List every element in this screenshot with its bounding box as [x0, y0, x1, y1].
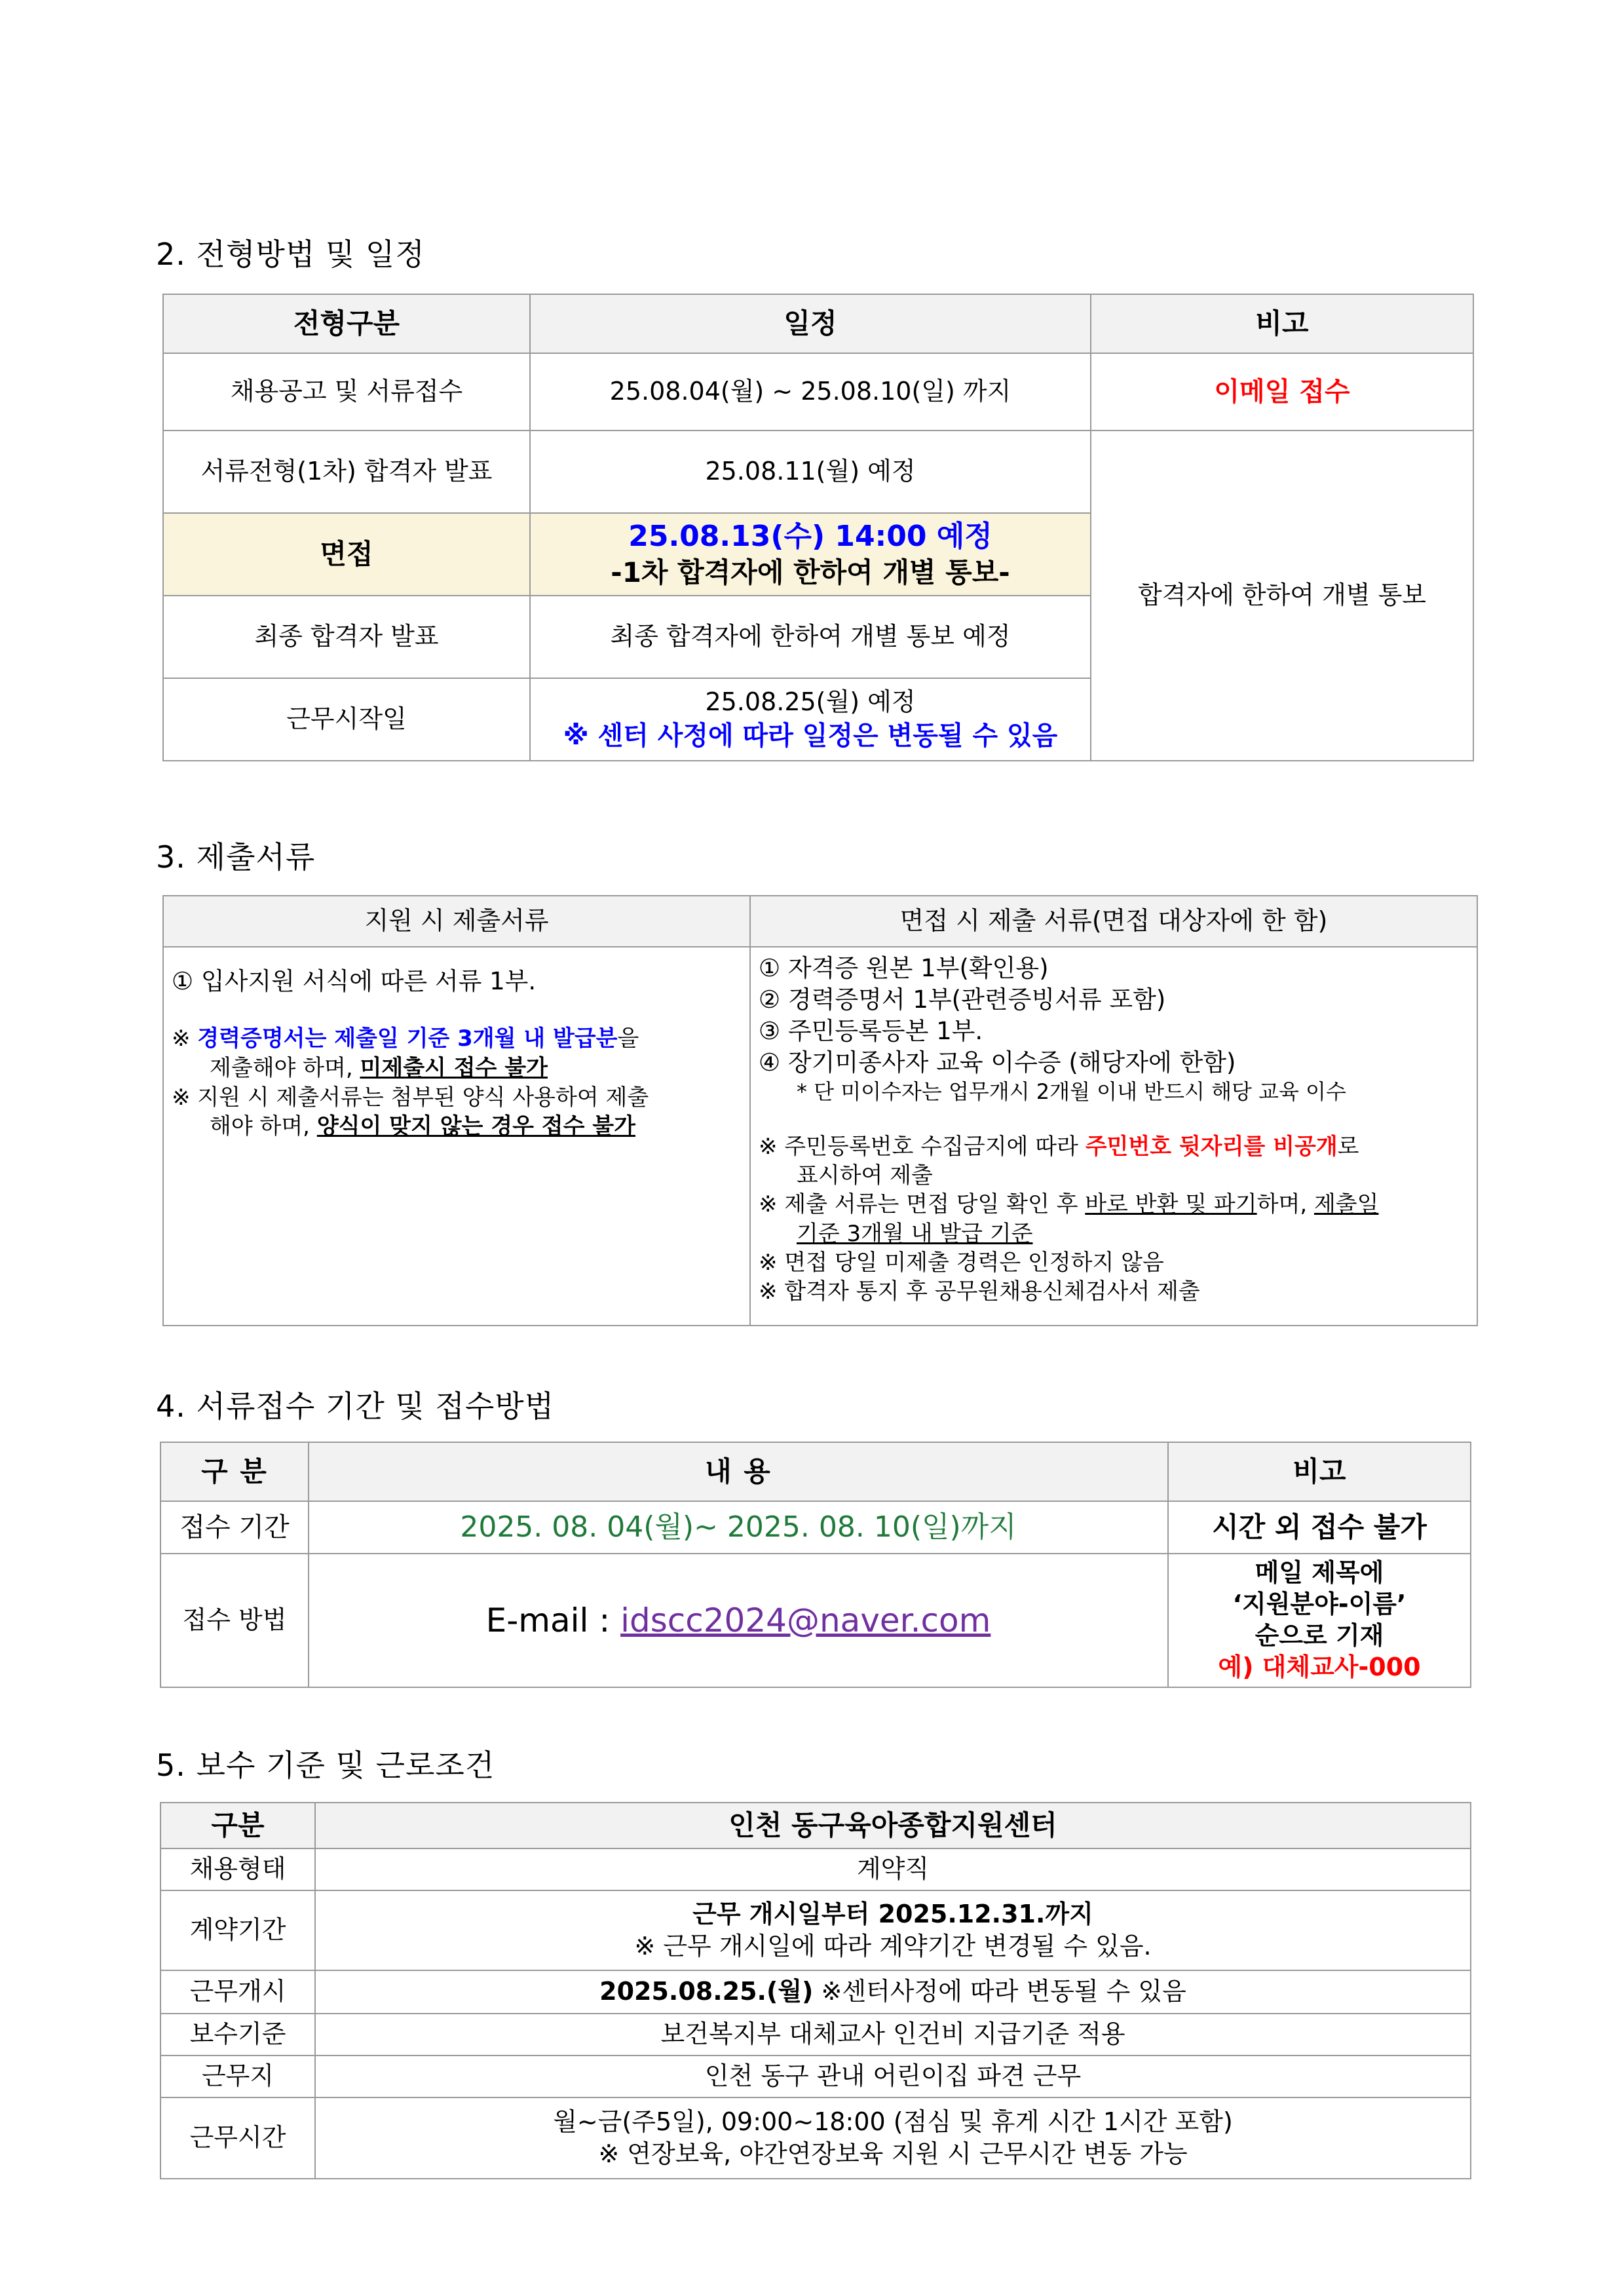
interview-note-3: ※ 면접 당일 미제출 경력은 인정하지 않음: [759, 1249, 1164, 1276]
email-prefix: E-mail :: [485, 1601, 621, 1639]
section-3-title: 3. 제출서류: [156, 839, 316, 875]
section-2-title: 2. 전형방법 및 일정: [156, 237, 425, 272]
interview-item-4: ④ 장기미종사자 교육 이수증 (해당자에 한함): [759, 1048, 1236, 1077]
header-category: 구 분: [161, 1442, 309, 1501]
period-label: 접수 기간: [161, 1501, 309, 1554]
row-value: [315, 1970, 1471, 2014]
header-interview-docs: 면접 시 제출 서류(면접 대상자에 한 함): [750, 896, 1477, 947]
header-schedule: 일정: [530, 294, 1091, 353]
start-date-bold: 2025.08.25.(월): [599, 1977, 814, 2006]
note-text: 해야 하며,: [210, 1113, 317, 1140]
note-blue: 경력증명서는 제출일 기준 3개월 내 발급분: [197, 1025, 618, 1052]
header-kind: 전형구분: [163, 294, 530, 353]
header-label: 구분: [161, 1803, 315, 1848]
note-red: 주민번호 뒷자리를 비공개: [1085, 1133, 1338, 1160]
interview-item-1: ① 자격증 원본 1부(확인용): [759, 954, 1049, 982]
email-link[interactable]: idscc2024@naver.com: [620, 1601, 991, 1639]
apply-item-1: ① 입사지원 서식에 따른 서류 1부.: [172, 967, 537, 995]
contract-period: 근무 개시일부터 2025.12.31.까지: [692, 1899, 1093, 1928]
row-label: 근무지: [161, 2056, 315, 2097]
merged-note: 합격자에 한하여 개별 통보: [1091, 430, 1473, 761]
section-5-title: 5. 보수 기준 및 근로조건: [156, 1748, 495, 1783]
header-content: 내 용: [309, 1442, 1168, 1501]
row-value: [315, 1890, 1471, 1970]
row-label: 채용형태: [161, 1848, 315, 1890]
conditions-table: [160, 1802, 1471, 2179]
apply-note-2: ※ 지원 시 제출서류는 첨부된 양식 사용하여 제출: [172, 1084, 649, 1111]
row-kind-interview: 면접: [163, 513, 530, 596]
start-date-note: ※ 센터 사정에 따라 일정은 변동될 수 있음: [563, 720, 1058, 751]
method-label: 접수 방법: [161, 1554, 309, 1687]
interview-date: 25.08.13(수) 14:00 예정: [628, 520, 992, 554]
period-note: 시간 외 접수 불가: [1168, 1501, 1471, 1554]
interview-item-2: ② 경력증명서 1부(관련증빙서류 포함): [759, 985, 1166, 1014]
row-label: 계약기간: [161, 1890, 315, 1970]
period-value: 2025. 08. 04(월)~ 2025. 08. 10(일)까지: [309, 1501, 1168, 1554]
note-underlined: 미제출시 접수 불가: [360, 1054, 548, 1081]
note-text: 로: [1337, 1133, 1359, 1160]
interview-item-4-sub: * 단 미이수자는 업무개시 2개월 이내 반드시 해당 교육 이수: [797, 1079, 1346, 1105]
row-value: [315, 2097, 1471, 2179]
row-value: 보건복지부 대체교사 인건비 지급기준 적용: [315, 2014, 1471, 2056]
note-text: 하며,: [1256, 1191, 1314, 1218]
apply-note-1-line2: [172, 1054, 742, 1083]
row-label: 근무개시: [161, 1970, 315, 2014]
note-rest: 을: [617, 1025, 639, 1052]
header-center: 인천 동구육아종합지원센터: [315, 1803, 1471, 1848]
interview-note-1-line2: 표시하여 제출: [797, 1162, 933, 1189]
interview-notice: -1차 합격자에 한하여 개별 통보-: [611, 556, 1010, 589]
method-note-1: 메일 제목에: [1255, 1558, 1384, 1588]
start-date: 25.08.25(월) 예정: [705, 687, 916, 717]
row-schedule: 최종 합격자에 한하여 개별 통보 예정: [530, 596, 1091, 678]
apply-note-1: [172, 1024, 742, 1054]
spacer: [759, 1106, 1469, 1132]
start-date-note: ※센터사정에 따라 변동될 수 있음: [813, 1977, 1186, 2006]
row-kind: 근무시작일: [163, 678, 530, 761]
method-note-2: ‘지원분야-이름’: [1232, 1590, 1407, 1619]
note-mark: ※: [172, 1025, 198, 1052]
note-text: ※ 주민등록번호 수집금지에 따라: [759, 1133, 1086, 1160]
row-schedule: 25.08.04(월) ~ 25.08.10(일) 까지: [530, 353, 1091, 430]
note-text: 제출해야 하며,: [210, 1054, 360, 1081]
row-kind: 서류전형(1차) 합격자 발표: [163, 430, 530, 513]
note-underlined: 양식이 맞지 않는 경우 접수 불가: [316, 1113, 635, 1140]
interview-note-2-line2: 기준 3개월 내 발급 기준: [797, 1220, 1033, 1247]
header-note: 비고: [1091, 294, 1473, 353]
row-label: 근무시간: [161, 2097, 315, 2179]
row-label: 보수기준: [161, 2014, 315, 2056]
row-value: 계약직: [315, 1848, 1471, 1890]
contract-period-note: ※ 근무 개시일에 따라 계약기간 변경될 수 있음.: [634, 1932, 1152, 1961]
method-note: [1168, 1554, 1471, 1687]
header-apply-docs: 지원 시 제출서류: [163, 896, 750, 947]
interview-note-1: [759, 1132, 1469, 1161]
row-kind: 최종 합격자 발표: [163, 596, 530, 678]
row-schedule-interview: [530, 513, 1091, 596]
work-hours-note: ※ 연장보육, 야간연장보육 지원 시 근무시간 변동 가능: [598, 2139, 1188, 2168]
apply-note-2-line2: [172, 1112, 742, 1141]
row-value: 인천 동구 관내 어린이집 파견 근무: [315, 2056, 1471, 2097]
header-note: 비고: [1168, 1442, 1471, 1501]
row-schedule-start: [530, 678, 1091, 761]
interview-note-4: ※ 합격자 통지 후 공무원채용신체검사서 제출: [759, 1278, 1200, 1305]
section-4-title: 4. 서류접수 기간 및 접수방법: [156, 1388, 555, 1424]
interview-item-3: ③ 주민등록등본 1부.: [759, 1017, 983, 1046]
row-kind: 채용공고 및 서류접수: [163, 353, 530, 430]
work-hours: 월~금(주5일), 09:00~18:00 (점심 및 휴게 시간 1시간 포함): [553, 2107, 1233, 2136]
submission-table: [160, 1442, 1471, 1688]
documents-table: [162, 895, 1478, 1326]
schedule-table: [162, 294, 1474, 761]
note-text: ※ 제출 서류는 면접 당일 확인 후: [759, 1191, 1086, 1218]
method-note-3: 순으로 기재: [1255, 1621, 1384, 1650]
row-schedule: 25.08.11(월) 예정: [530, 430, 1091, 513]
interview-docs-cell: [750, 947, 1477, 1326]
spacer: [172, 998, 742, 1024]
interview-note-2: [759, 1190, 1469, 1219]
method-note-example: 예) 대체교사-000: [1218, 1652, 1421, 1681]
row-note-email: 이메일 접수: [1091, 353, 1473, 430]
note-underlined: 바로 반환 및 파기: [1085, 1191, 1257, 1218]
note-underlined: 제출일: [1313, 1191, 1379, 1218]
apply-docs-cell: [163, 947, 750, 1326]
method-value: [309, 1554, 1168, 1687]
